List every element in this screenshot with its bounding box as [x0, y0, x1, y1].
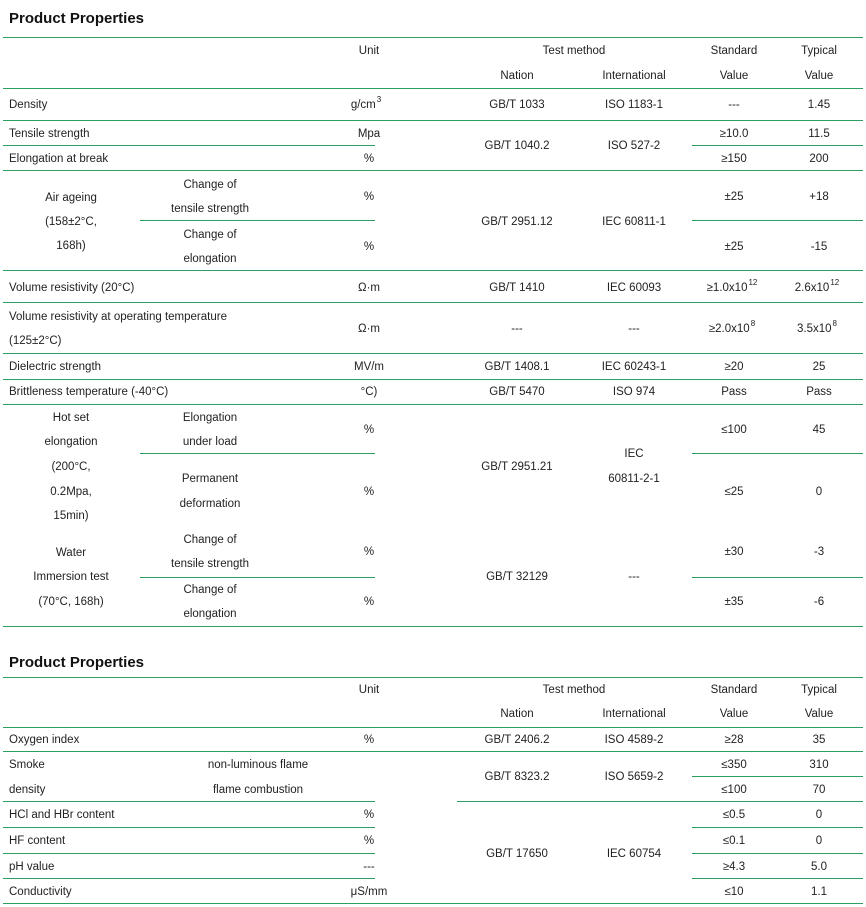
typical-value: 1.45 — [807, 99, 831, 111]
unit-cell: Ω·m — [357, 282, 381, 294]
divider — [3, 145, 375, 146]
nation-method: GB/T 1033 — [489, 99, 545, 111]
typical-value: 25 — [812, 361, 826, 373]
unit-cell: --- — [363, 861, 375, 873]
typical-value: 310 — [809, 759, 829, 771]
typical-value: -6 — [813, 596, 825, 608]
standard-value: ±25 — [724, 191, 744, 203]
divider — [692, 577, 863, 578]
unit-cell: MV/m — [353, 361, 385, 373]
nation-method: --- — [511, 323, 523, 335]
international-method: IEC 60811-1 — [602, 216, 666, 228]
divider — [692, 220, 863, 221]
international-method: 60811-2-1 — [608, 473, 660, 485]
section-title: Product Properties — [9, 10, 145, 27]
unit-cell: % — [363, 241, 375, 253]
divider — [3, 404, 863, 405]
typical-value: Pass — [806, 386, 832, 398]
typical-value: 200 — [809, 153, 829, 165]
nation-method: GB/T 5470 — [489, 386, 545, 398]
property-name: Conductivity — [9, 886, 72, 898]
international-method: --- — [628, 571, 640, 583]
header-typical: Typical — [801, 684, 837, 696]
standard-value: ≤100 — [721, 784, 747, 796]
property-condition: (200°C, — [51, 461, 91, 473]
header-standard: Standard — [710, 684, 758, 696]
international-method: ISO 974 — [612, 386, 656, 398]
divider — [140, 577, 375, 578]
typical-value: $2.6x10^{12}$ — [794, 278, 840, 294]
divider — [692, 853, 863, 854]
header-test-method: Test method — [542, 45, 606, 57]
typical-value: 35 — [812, 734, 826, 746]
property-name: Air ageing — [45, 192, 97, 204]
table-border — [3, 677, 863, 678]
property-name: Oxygen index — [9, 734, 80, 746]
property-condition: 168h) — [56, 240, 86, 252]
international-method: ISO 1183-1 — [605, 99, 663, 111]
unit-cell: $g/cm^3$ — [350, 95, 382, 111]
header-typical-value: Value — [804, 70, 834, 82]
divider — [3, 727, 863, 728]
sub-property: elongation — [183, 608, 237, 620]
table-border — [3, 903, 863, 904]
unit-cell: % — [363, 153, 375, 165]
sub-property: Elongation — [182, 412, 238, 424]
typical-value: 11.5 — [808, 128, 830, 140]
standard-value: $\ge 1.0x10^{12}$ — [706, 278, 758, 294]
header-typical: Typical — [801, 45, 837, 57]
divider — [3, 353, 863, 354]
property-name: Volume resistivity at operating temperature — [9, 311, 227, 323]
standard-value: ≤10 — [724, 886, 744, 898]
property-condition: (70°C, 168h) — [38, 596, 104, 608]
unit-cell: % — [363, 546, 375, 558]
nation-method: GB/T 2951.12 — [481, 216, 553, 228]
property-name: Elongation at break — [9, 153, 109, 165]
divider — [692, 827, 863, 828]
divider — [140, 453, 375, 454]
header-international: International — [602, 708, 666, 720]
property-name: Brittleness temperature (-40°C) — [9, 386, 169, 398]
header-unit: Unit — [358, 45, 380, 57]
nation-method: GB/T 1410 — [489, 282, 545, 294]
property-name: Immersion test — [33, 571, 109, 583]
sub-property: under load — [182, 436, 238, 448]
header-standard: Standard — [710, 45, 758, 57]
header-typical-value: Value — [804, 708, 834, 720]
divider — [692, 878, 863, 879]
international-method: ISO 527-2 — [607, 140, 661, 152]
standard-value: ≥150 — [721, 153, 747, 165]
typical-value: 1.1 — [811, 886, 827, 898]
divider — [3, 853, 375, 854]
property-condition: (158±2°C, — [45, 216, 97, 228]
typical-value: 0 — [815, 835, 823, 847]
header-test-method: Test method — [542, 684, 606, 696]
standard-value: ≥20 — [724, 361, 744, 373]
header-international: International — [602, 70, 666, 82]
sub-property: Change of — [183, 534, 237, 546]
property-name: Water — [55, 547, 87, 559]
property-name: HF content — [9, 835, 66, 847]
unit-cell: μS/mm — [350, 886, 388, 898]
standard-value: ≤0.5 — [722, 809, 746, 821]
international-method: --- — [628, 323, 640, 335]
nation-method: GB/T 1408.1 — [484, 361, 550, 373]
sub-property: Change of — [183, 179, 237, 191]
standard-value: ≤25 — [724, 486, 744, 498]
unit-cell: % — [363, 596, 375, 608]
sub-property: non-luminous flame — [207, 759, 309, 771]
standard-value: Pass — [721, 386, 747, 398]
divider — [3, 751, 863, 752]
standard-value: $\ge 2.0x10^8$ — [708, 319, 756, 335]
divider — [3, 170, 863, 171]
divider — [3, 270, 863, 271]
typical-value: -15 — [810, 241, 828, 253]
nation-method: GB/T 17650 — [486, 848, 548, 860]
divider — [692, 145, 863, 146]
nation-method: GB/T 8323.2 — [484, 771, 550, 783]
divider — [3, 379, 863, 380]
table-border — [3, 626, 863, 627]
unit-cell: Ω·m — [357, 323, 381, 335]
divider — [3, 801, 375, 802]
sub-property: deformation — [179, 498, 241, 510]
standard-value: ≥10.0 — [719, 128, 749, 140]
typical-value: 70 — [812, 784, 826, 796]
typical-value: +18 — [809, 191, 829, 203]
sub-property: Change of — [183, 584, 237, 596]
typical-value: $3.5x10^8$ — [797, 319, 837, 335]
property-name: density — [9, 784, 46, 796]
sub-property: Permanent — [181, 473, 239, 485]
divider — [3, 88, 863, 89]
sub-property: elongation — [183, 253, 237, 265]
divider — [692, 776, 863, 777]
divider — [457, 801, 863, 802]
property-name: HCl and HBr content — [9, 809, 115, 821]
table-border — [3, 37, 863, 38]
standard-value: ±30 — [724, 546, 744, 558]
typical-value: 5.0 — [811, 861, 827, 873]
property-name: Dielectric strength — [9, 361, 102, 373]
standard-value: ≤350 — [721, 759, 747, 771]
standard-value: ±35 — [724, 596, 744, 608]
unit-cell: °C) — [360, 386, 378, 398]
header-standard-value: Value — [719, 70, 749, 82]
nation-method: GB/T 32129 — [486, 571, 548, 583]
header-standard-value: Value — [719, 708, 749, 720]
typical-value: -3 — [813, 546, 825, 558]
sub-property: flame combustion — [212, 784, 304, 796]
unit-cell: % — [363, 191, 375, 203]
international-method: IEC 60754 — [606, 848, 662, 860]
international-method: IEC — [624, 448, 644, 460]
section-title: Product Properties — [9, 654, 145, 671]
sub-property: tensile strength — [171, 203, 249, 215]
international-method: ISO 5659-2 — [604, 771, 664, 783]
header-nation: Nation — [500, 70, 534, 82]
standard-value: ±25 — [724, 241, 744, 253]
typical-value: 0 — [815, 486, 823, 498]
nation-method: GB/T 2406.2 — [484, 734, 550, 746]
divider — [3, 120, 863, 121]
property-name: Volume resistivity (20°C) — [9, 282, 135, 294]
property-name: Density — [9, 99, 48, 111]
unit-cell: % — [363, 424, 375, 436]
nation-method: GB/T 1040.2 — [484, 140, 550, 152]
header-unit: Unit — [358, 684, 380, 696]
property-name: Smoke — [9, 759, 45, 771]
property-name: Tensile strength — [9, 128, 90, 140]
divider — [3, 827, 375, 828]
international-method: IEC 60093 — [606, 282, 662, 294]
divider — [140, 220, 375, 221]
divider — [3, 878, 375, 879]
sub-property: Change of — [183, 229, 237, 241]
standard-value: ≥28 — [724, 734, 744, 746]
international-method: IEC 60243-1 — [601, 361, 667, 373]
typical-value: 0 — [815, 809, 823, 821]
standard-value: ≤100 — [721, 424, 747, 436]
property-condition: 0.2Mpa, — [50, 486, 92, 498]
typical-value: 45 — [812, 424, 826, 436]
unit-cell: % — [363, 809, 375, 821]
unit-cell: % — [363, 835, 375, 847]
unit-cell: % — [363, 486, 375, 498]
property-condition: 15min) — [53, 510, 89, 522]
header-nation: Nation — [500, 708, 534, 720]
unit-cell: Mpa — [357, 128, 381, 140]
unit-cell: % — [363, 734, 375, 746]
standard-value: ≤0.1 — [722, 835, 746, 847]
property-name: pH value — [9, 861, 55, 873]
standard-value: ≥4.3 — [722, 861, 746, 873]
property-condition: (125±2°C) — [9, 335, 62, 347]
property-name: Hot set — [52, 412, 90, 424]
sub-property: tensile strength — [171, 558, 249, 570]
nation-method: GB/T 2951.21 — [481, 461, 553, 473]
standard-value: --- — [728, 99, 740, 111]
property-name: elongation — [44, 436, 98, 448]
divider — [3, 302, 863, 303]
divider — [692, 453, 863, 454]
international-method: ISO 4589-2 — [604, 734, 664, 746]
